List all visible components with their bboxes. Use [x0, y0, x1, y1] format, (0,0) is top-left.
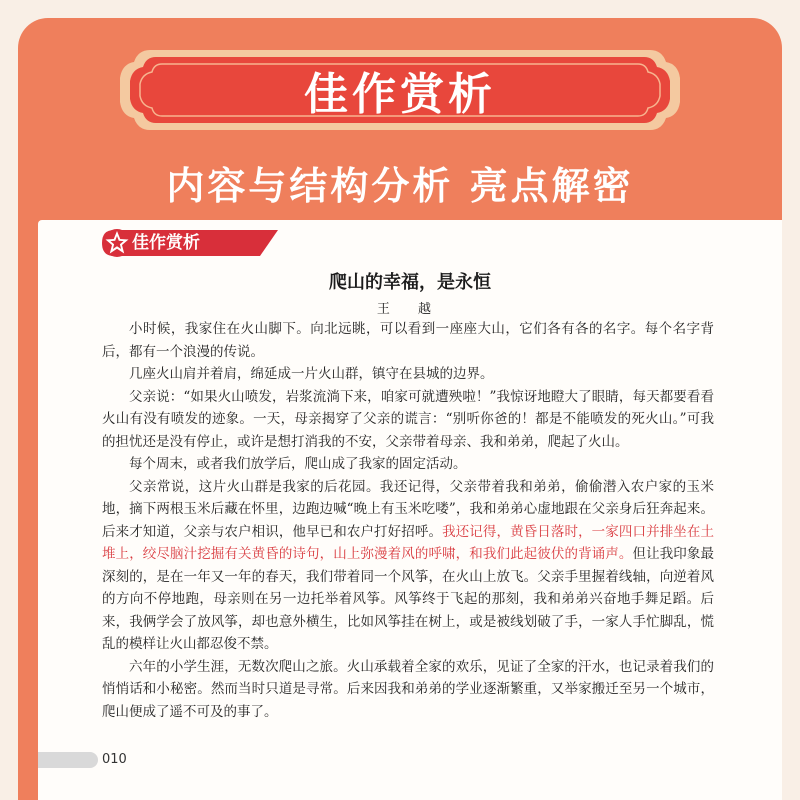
paragraph-2: 几座火山肩并着肩，绵延成一片火山群，镇守在县城的边界。: [129, 366, 494, 382]
page-number: 010: [102, 752, 127, 767]
page-number-bar: [38, 752, 98, 768]
title-banner: [110, 44, 690, 136]
paragraph-5-end: 但让我印象最深刻的，是在一年又一年的春天，我们带着同一个风筝，在火山上放飞。父亲手里握着线轴，向逆着风的方向不停地跑，母亲则在另一边托举着风筝。风筝终于飞起的那刻，我和弟弟兴奋地手舞足蹈。后来，我俩学会了放风筝，却也意外横生，比如风筝挂在树上，或是被线划破了手，一家人手忙脚乱，慌乱的模样让火山都忍俊不禁。: [102, 546, 715, 652]
paragraph-5-start: 父亲常说，这片火山群是我家的后花园。我还记得，父亲带着我和弟弟，偷偷潜入农户家的玉米地，摘下两根玉米后藏在怀里，边跑边喊“晚上有玉米吃喽”，我和弟弟心虚地跟在父亲身后狂奔起来。后来才知道，父亲与农户相识，他早已和农户打好招呼。: [102, 478, 714, 540]
article-page: [38, 220, 782, 800]
star-icon: [102, 228, 134, 258]
paragraph-6: 六年的小学生涯，无数次爬山之旅。火山承载着全家的欢乐，见证了全家的汗水，也记录着我们的悄悄话和小秘密。然而当时只道是寻常。后来因我和弟弟的学业逐渐繁重，又举家搬迁至另一个城市，爬山便成了遥不可及的事了。: [102, 658, 714, 720]
article-author: 王 越: [376, 302, 444, 317]
page-subtitle: 内容与结构分析 亮点解密: [166, 164, 634, 208]
article-title: 爬山的幸福，是永恒: [329, 272, 491, 293]
highlighted-sentence: 我还记得，黄昏日落时，一家四口并排坐在土堆上，绞尽脑汁挖掘有关黄昏的诗句，山上弥漫着风的呼啸，和我们此起彼伏的背诵声。: [102, 523, 715, 562]
paragraph-4: 每个周末，或者我们放学后，爬山成了我家的固定活动。: [129, 456, 467, 472]
article-body: [102, 318, 714, 723]
section-tag-label: 佳作赏析: [132, 233, 200, 253]
paragraph-3: 父亲说：“如果火山喷发，岩浆流淌下来，咱家可就遭殃啦！”我惊讶地瞪大了眼睛，每天都要看看火山有没有喷发的迹象。一天，母亲揭穿了父亲的谎言：“别听你爸的！都是不能喷发的死火山。”可我的担忧还是没有停止，或许是想打消我的不安，父亲带着母亲、我和弟弟，爬起了火山。: [102, 388, 714, 450]
paragraph-1: 小时候，我家住在火山脚下。向北远眺，可以看到一座座大山，它们各有各的名字。每个名字背后，都有一个浪漫的传说。: [102, 321, 714, 360]
section-tag: [100, 228, 278, 258]
banner-title: 佳作赏析: [304, 69, 496, 120]
paragraph-5: [102, 476, 714, 656]
